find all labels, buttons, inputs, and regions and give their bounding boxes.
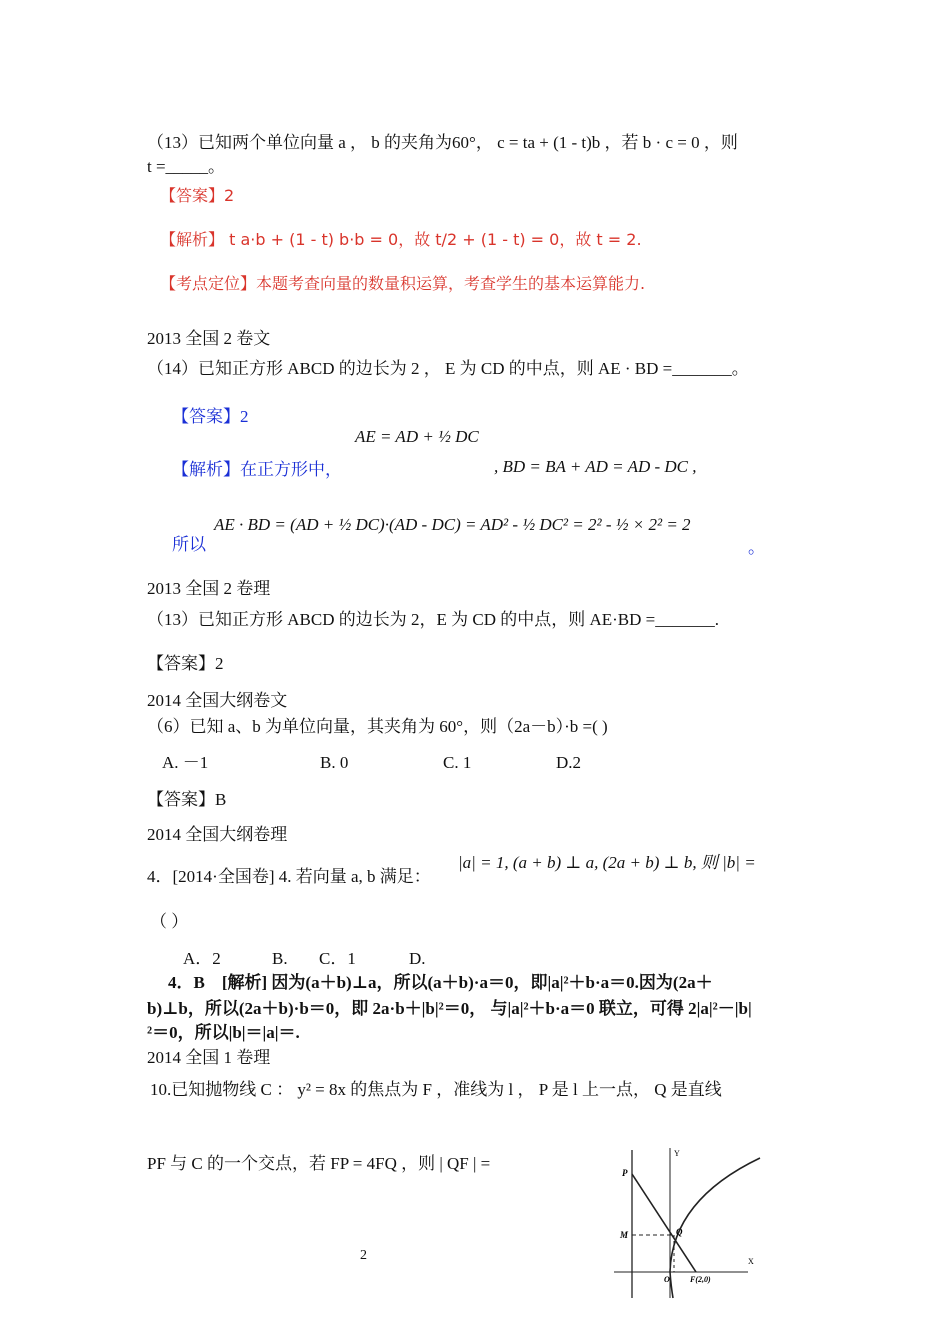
q13-2013-line1: （13）已知两个单位向量 a ， b 的夹角为60°， c = ta + (1 - t)b ，若 b · c = 0 ，则: [147, 133, 738, 152]
label-p: P: [622, 1168, 628, 1178]
q14-ae: AE = AD + ½ DC: [355, 427, 479, 446]
q4-solution-line3: ²＝0，所以|b|＝|a|＝.: [147, 1023, 300, 1042]
q4-solution-line2: b)⊥b，所以(2a＋b)·b＝0，即 2a·b＋|b|²＝0， 与|a|²＋b·a＝0 联立，可得 2|a|²－|b|: [147, 999, 752, 1018]
q6: （6）已知 a、b 为单位向量，其夹角为 60°，则（2a－b）·b =( ): [147, 717, 608, 736]
q13-li-answer: 【答案】2: [147, 654, 224, 673]
q4-solution-line1: 4．B [解析] 因为(a＋b)⊥a，所以(a＋b)·a＝0，即|a|²＋b·a＝0.因为(2a＋: [168, 973, 713, 992]
q4-option-c: C．1: [319, 949, 356, 968]
section-2013-2-wen: 2013 全国 2 卷文: [147, 329, 271, 348]
q14-answer: 【答案】2: [172, 407, 249, 426]
q14-bd: , BD = BA + AD = AD - DC ,: [494, 457, 697, 476]
q13-li: （13）已知正方形 ABCD 的边长为 2，E 为 CD 的中点，则 AE·BD =_______.: [147, 610, 720, 629]
q13-2013-kaodian: 【考点定位】本题考查向量的数量积运算，考查学生的基本运算能力.: [160, 274, 646, 293]
q14-2013: （14）已知正方形 ABCD 的边长为 2 ， E 为 CD 的中点，则 AE · BD =_______。: [147, 359, 749, 378]
section-2014-dagang-wen: 2014 全国大纲卷文: [147, 691, 288, 710]
q4-prefix: 4．[2014·全国卷] 4. 若向量 a, b 满足：: [147, 867, 431, 886]
section-2014-dagang-li: 2014 全国大纲卷理: [147, 825, 288, 844]
section-2013-2-li: 2013 全国 2 卷理: [147, 579, 271, 598]
parabola-figure: [600, 1140, 770, 1300]
q10-line2: PF 与 C 的一个交点，若 FP = 4FQ ，则 | QF | =: [147, 1154, 491, 1173]
q6-option-b: B. 0: [320, 753, 349, 772]
parabola-curve: [670, 1158, 760, 1272]
q14-end: 。: [748, 538, 765, 557]
label-y: Y: [674, 1149, 680, 1158]
q14-suoyi: 所以: [172, 535, 206, 554]
q6-answer: 【答案】B: [147, 790, 227, 809]
label-m: M: [620, 1230, 629, 1240]
q13-2013-line2: t =_____。: [147, 157, 226, 176]
q14-analysis-label: 【解析】在正方形中，: [172, 460, 342, 479]
section-2014-1-li: 2014 全国 1 卷理: [147, 1048, 271, 1067]
q4-option-a: A．2: [183, 949, 221, 968]
q13-2013-answer: 【答案】2: [160, 186, 235, 205]
q4-condition: |a| = 1, (a + b) ⊥ a, (2a + b) ⊥ b, 则 |b| =: [458, 853, 756, 872]
q4-paren: （ ）: [150, 912, 189, 931]
label-f: F(2,0): [690, 1275, 711, 1284]
q13-2013-analysis: 【解析】 t a·b + (1 - t) b·b = 0，故 t/2 + (1 - t) = 0，故 t = 2.: [160, 230, 642, 249]
q10-line1: 10.已知抛物线 C ： y² = 8x 的焦点为 F ，准线为 l ， P 是 l 上一点， Q 是直线: [150, 1080, 722, 1099]
q6-option-a: A. －1: [162, 753, 209, 772]
q6-option-d: D.2: [556, 753, 582, 772]
q6-option-c: C. 1: [443, 753, 472, 772]
page-number: 2: [360, 1248, 367, 1263]
q14-calc: AE · BD = (AD + ½ DC)·(AD - DC) = AD² - ½ DC² = 2² - ½ × 2² = 2: [214, 515, 691, 534]
label-q: Q: [676, 1227, 683, 1237]
label-o: O: [664, 1275, 670, 1284]
label-x: X: [748, 1257, 754, 1266]
line-pf: [632, 1174, 696, 1272]
q4-option-d: D.: [409, 949, 426, 968]
q4-option-b: B.: [272, 949, 288, 968]
